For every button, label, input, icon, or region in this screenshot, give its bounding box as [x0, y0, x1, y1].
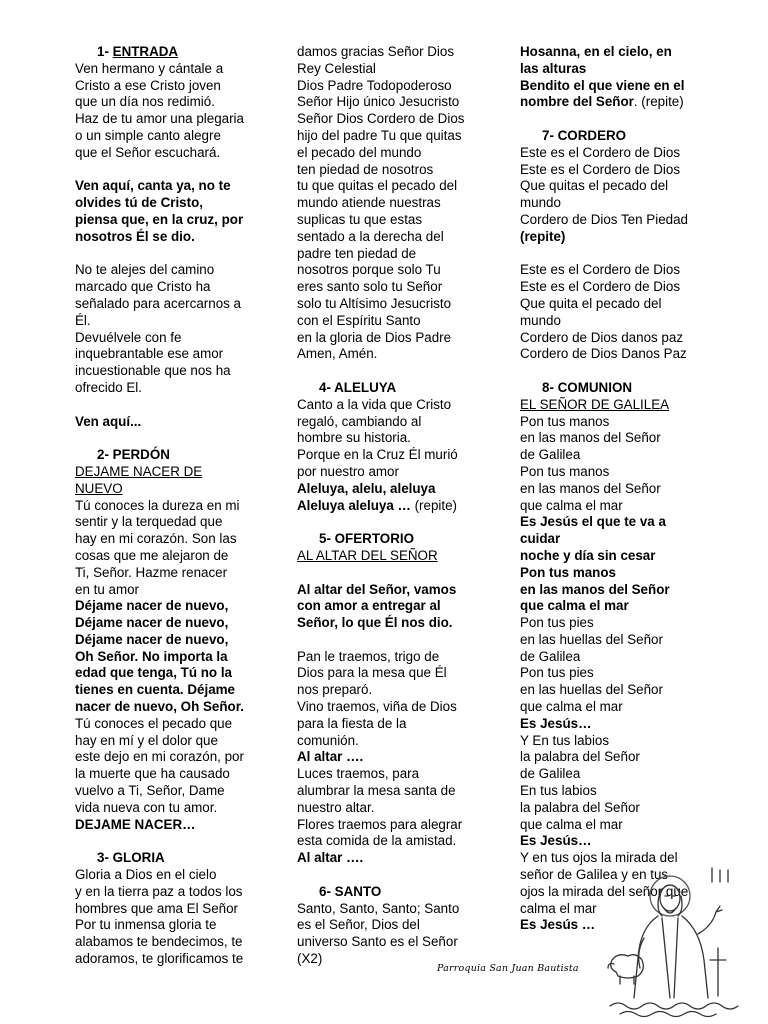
lyric-line: el pecado del mundo [297, 144, 422, 160]
lyric-line: por nuestro amor [297, 463, 399, 479]
blank-line [75, 833, 260, 850]
blank-line [297, 632, 477, 649]
chorus-line: edad que tenga, Tú no la [75, 665, 232, 681]
lyric-line: nos preparó. [297, 682, 373, 698]
lyric-line: alumbrar la mesa santa de [297, 783, 456, 799]
chorus-line: en las manos del Señor [520, 581, 670, 597]
lyric-line: de Galilea [520, 766, 581, 782]
lyric-line: universo Santo es el Señor [297, 934, 458, 950]
lyric-line: esta comida de la amistad. [297, 833, 457, 849]
chorus-line: piensa que, en la cruz, por [75, 211, 244, 227]
lyric-line: Gloria a Dios en el cielo [75, 867, 217, 883]
lyric-line: es el Señor, Dios del [297, 917, 420, 933]
lyric-line: alabamos te bendecimos, te [75, 934, 243, 950]
column-left [75, 44, 260, 968]
lyric-line: hay en mí y el dolor que [75, 732, 218, 748]
lyric-line: eres santo solo tu Señor [297, 279, 443, 295]
lyric-line: la palabra del Señor [520, 749, 640, 765]
lyric-line: o un simple canto alegre [75, 127, 221, 143]
lyric-line: regaló, cambiando al [297, 413, 422, 429]
song-title: NUEVO [75, 480, 123, 496]
lyric-line: Este es el Cordero de Dios [520, 161, 681, 177]
lyric-line: adoramos, te glorificamos te [75, 951, 244, 967]
chorus-line: Hosanna, en el cielo, en [520, 44, 672, 59]
lyric-line: de Galilea [520, 447, 581, 463]
chorus-line: Al altar …. [297, 749, 364, 765]
song-title: DEJAME NACER DE [75, 463, 203, 479]
lyric-line: Cordero de Dios Ten Piedad [520, 211, 688, 227]
section-heading: 8- COMUNION [542, 379, 633, 395]
chorus-line: nacer de nuevo, Oh Señor. [75, 699, 244, 715]
chorus-line: nosotros Él se dio. [75, 228, 195, 244]
section-heading: 2- PERDÓN [97, 447, 170, 463]
blank-line [520, 363, 710, 380]
lyric-line: nuestro altar. [297, 799, 375, 815]
chorus-line: cuidar [520, 531, 561, 547]
lyric-line: Dios Padre Todopoderoso [297, 77, 452, 93]
chorus-line: Ven aquí... [75, 413, 142, 429]
lyric-line: de Galilea [520, 648, 581, 664]
lyric-line: mundo atiende nuestras [297, 195, 441, 211]
lyric-line: Tú conoces la dureza en mi [75, 497, 240, 513]
lyric-line: (X2) [297, 951, 323, 967]
chorus-line: noche y día sin cesar [520, 547, 656, 563]
lyric-line: señalado para acercarnos a [75, 295, 242, 311]
lyric-line: Y en tus ojos la mirada del [520, 850, 678, 866]
lyric-line: este dejo en mi corazón, por [75, 749, 244, 765]
lyric-line: Que quita el pecado del [520, 295, 662, 311]
chorus-line: Ven aquí, canta ya, no te [75, 178, 231, 194]
chorus-line: Oh Señor. No importa la [75, 648, 228, 664]
lyric-line: suplicas tu que estas [297, 211, 423, 227]
chorus-line: Aleluya, alelu, aleluya [297, 480, 436, 496]
lyric-line: sentado a la derecha del [297, 228, 444, 244]
lyric-line: hijo del padre Tu que quitas [297, 127, 462, 143]
lyric-line: nosotros porque solo Tu [297, 262, 441, 278]
column-middle [297, 44, 477, 968]
chorus-line: DEJAME NACER… [75, 816, 196, 832]
lyric-line: hombre su historia. [297, 430, 411, 446]
lyric-line: Cordero de Dios Danos Paz [520, 346, 687, 362]
lyric-line: en la gloria de Dios Padre [297, 329, 452, 345]
lyric-line: Por tu inmensa gloria te [75, 917, 217, 933]
lyric-line: la palabra del Señor [520, 799, 640, 815]
lyric-line: Haz de tu amor una plegaria [75, 111, 244, 127]
lyric-line: Amen, Amén. [297, 346, 378, 362]
lyric-line: mundo [520, 312, 561, 328]
lyric-line: solo tu Altísimo Jesucristo [297, 295, 452, 311]
lyric-line: Y En tus labios [520, 732, 610, 748]
lyric-line: Devuélvele con fe [75, 329, 182, 345]
lyric-line: en las manos del Señor [520, 430, 661, 446]
lyric-line: calma el mar [520, 900, 597, 916]
blank-line [297, 867, 477, 884]
section-heading: 3- GLORIA [97, 850, 165, 866]
chorus-line: Señor, lo que Él nos dio. [297, 615, 453, 631]
lyric-line: en las manos del Señor [520, 480, 661, 496]
chorus-line: Al altar …. [297, 850, 364, 866]
section-heading: 7- CORDERO [542, 127, 627, 143]
blank-line [75, 397, 260, 414]
lyric-line: sentir y la terquedad que [75, 514, 223, 530]
lyric-line: Tú conoces el pecado que [75, 715, 233, 731]
chorus-line: que calma el mar [520, 598, 629, 614]
lyric-line: marcado que Cristo ha [75, 279, 211, 295]
chorus-line: Es Jesús… [520, 715, 592, 731]
chorus-line: Es Jesús … [520, 917, 596, 933]
lyric-line: Este es el Cordero de Dios [520, 144, 681, 160]
lyric-line: Santo, Santo, Santo; Santo [297, 900, 460, 916]
lyric-line: Este es el Cordero de Dios [520, 279, 681, 295]
blank-line [520, 111, 710, 128]
lyric-line: en tu amor [75, 581, 140, 597]
lyric-line: Rey Celestial [297, 60, 376, 76]
chorus-line: Al altar del Señor, vamos [297, 581, 457, 597]
lyric-line: que calma el mar [520, 816, 623, 832]
lyric-line: Pon tus manos [520, 413, 610, 429]
lyric-line: Señor Dios Cordero de Dios [297, 111, 465, 127]
jesus-illustration-icon [600, 848, 750, 1018]
lyric-line: En tus labios [520, 783, 597, 799]
lyric-line: Que quitas el pecado del [520, 178, 669, 194]
blank-line [297, 363, 477, 380]
lyric-line: inquebrantable ese amor [75, 346, 224, 362]
lyric-line: señor de Galilea y en tus [520, 867, 669, 883]
lyric-line: No te alejes del camino [75, 262, 215, 278]
lyric-line: que calma el mar [520, 699, 623, 715]
lyric-line: en las huellas del Señor [520, 682, 663, 698]
lyric-line: ojos la mirada del señor que [520, 883, 689, 899]
lyric-line: que calma el mar [520, 497, 623, 513]
lyric-line: Vino traemos, viña de Dios [297, 699, 457, 715]
lyric-line: Cordero de Dios danos paz [520, 329, 684, 345]
song-title: AL ALTAR DEL SEÑOR [297, 547, 438, 563]
lyric-line: Señor Hijo único Jesucristo [297, 94, 460, 110]
lyric-line: Este es el Cordero de Dios [520, 262, 681, 278]
lyric-line: Pan le traemos, trigo de [297, 648, 440, 664]
lyric-line: Él. [75, 312, 91, 328]
chorus-line: Déjame nacer de nuevo, [75, 615, 229, 631]
section-heading: 1- ENTRADA [97, 44, 179, 59]
chorus-line: con amor a entregar al [297, 598, 441, 614]
section-heading: 4- ALELUYA [319, 379, 397, 395]
chorus-line: nombre del Señor. (repite) [520, 94, 684, 110]
chorus-line: Es Jesús el que te va a [520, 514, 666, 530]
lyric-line: damos gracias Señor Dios [297, 44, 455, 59]
chorus-line: las alturas [520, 60, 587, 76]
chorus-line: (repite) [520, 228, 566, 244]
column-right [520, 44, 710, 934]
lyric-line: ofrecido El. [75, 379, 142, 395]
lyric-line: vida nueva con tu amor. [75, 799, 218, 815]
lyric-line: la muerte que ha causado [75, 766, 230, 782]
lyric-line: padre ten piedad de [297, 245, 417, 261]
chorus-line: tienes en cuenta. Déjame [75, 682, 236, 698]
lyric-line: Canto a la vida que Cristo [297, 396, 452, 412]
chorus-line: Bendito el que viene en el [520, 77, 685, 93]
lyric-line: Pon tus pies [520, 615, 594, 631]
chorus-line: Pon tus manos [520, 564, 616, 580]
parish-signature: Parroquia San Juan Bautista [437, 963, 579, 974]
blank-line [75, 246, 260, 263]
lyric-line: Flores traemos para alegrar [297, 816, 463, 832]
lyric-line: cosas que me alejaron de [75, 547, 229, 563]
blank-line [75, 162, 260, 179]
lyric-line: que el Señor escuchará. [75, 144, 221, 160]
chorus-line: Es Jesús… [520, 833, 592, 849]
chorus-line: Déjame nacer de nuevo, [75, 631, 229, 647]
lyric-line: ten piedad de nosotros [297, 161, 434, 177]
lyric-line: mundo [520, 195, 561, 211]
blank-line [297, 514, 477, 531]
lyric-line: y en la tierra paz a todos los [75, 883, 243, 899]
lyric-line: hay en mi corazón. Son las [75, 531, 237, 547]
lyric-line: Luces traemos, para [297, 766, 420, 782]
lyric-line: que un día nos redimió. [75, 94, 215, 110]
chorus-line: Déjame nacer de nuevo, [75, 598, 229, 614]
song-title: EL SEÑOR DE GALILEA [520, 396, 670, 412]
lyric-line: Porque en la Cruz Él murió [297, 447, 458, 463]
blank-line [297, 565, 477, 582]
blank-line [75, 430, 260, 447]
lyric-line: incuestionable que nos ha [75, 363, 231, 379]
lyric-line: vuelvo a Ti, Señor, Dame [75, 783, 225, 799]
blank-line [520, 246, 710, 263]
chorus-line: Aleluya aleluya … (repite) [297, 497, 458, 513]
lyric-line: Dios para la mesa que Él [297, 665, 447, 681]
lyric-line: comunión. [297, 732, 359, 748]
lyric-line: Ven hermano y cántale a [75, 60, 224, 76]
chorus-line: olvides tú de Cristo, [75, 195, 203, 211]
section-heading: 6- SANTO [319, 883, 382, 899]
lyric-line: Ti, Señor. Hazme renacer [75, 564, 228, 580]
lyric-line: hombres que ama El Señor [75, 900, 239, 916]
lyric-line: con el Espíritu Santo [297, 312, 421, 328]
lyric-line: Pon tus pies [520, 665, 594, 681]
lyric-line: Cristo a ese Cristo joven [75, 77, 221, 93]
section-heading: 5- OFERTORIO [319, 531, 414, 547]
lyric-line: Pon tus manos [520, 463, 610, 479]
lyric-line: tu que quitas el pecado del [297, 178, 458, 194]
lyric-line: para la fiesta de la [297, 715, 407, 731]
lyric-line: en las huellas del Señor [520, 631, 663, 647]
